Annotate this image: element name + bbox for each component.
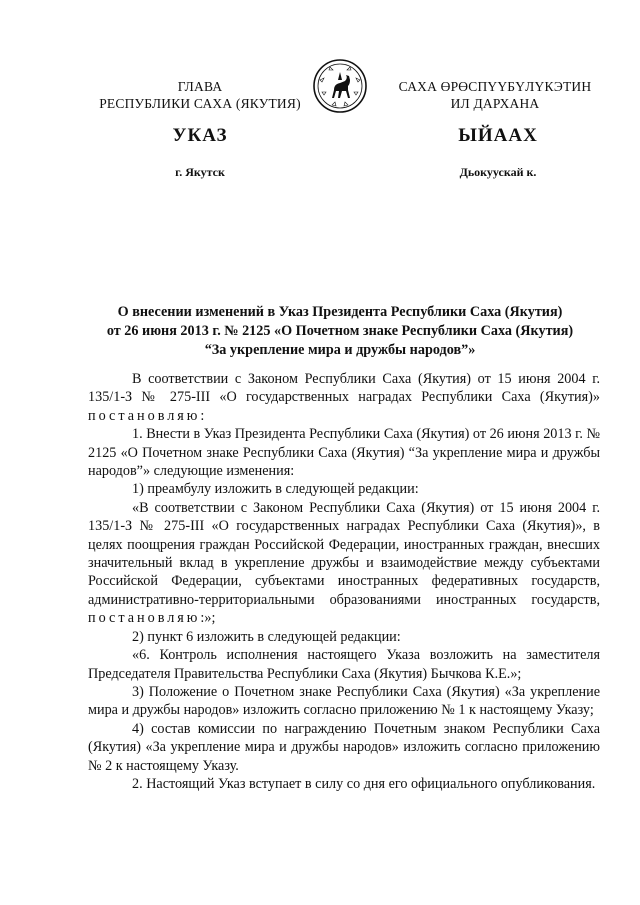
paragraph: 2) пункт 6 изложить в следующей редакции:	[132, 628, 401, 645]
title-line: “За укрепление мира и дружбы народов”»	[204, 342, 476, 358]
paragraph: «В соответствии с Законом Республики Саха (Якутия) от 15 июня 2004 г. 135/1-З № 275-III «О государственных наградах Республики Саха (Якутия)», в целях поощрения граждан Российской Федерации, иностранных граждан, внесших значительный вклад в укрепление дружбы и взаимодействие между субъектами Российской Федерации, субъектами иностранных федеративных государств, административно-территориальными образованиями иностранных государств, постановляю:»;	[88, 499, 600, 627]
decree-label-ru: УКАЗ	[172, 125, 228, 146]
header-right-title: САХА ӨРӨСПҮҮБҮЛҮКЭТИН	[398, 79, 592, 94]
document-body	[88, 370, 600, 793]
paragraph: 3) Положение о Почетном знаке Республики Саха (Якутия) «За укрепление мира и дружбы народов» изложить согласно приложению № 1 к настоящему Указу;	[88, 683, 600, 719]
header-right-subtitle: ИЛ ДАРХАНА	[450, 96, 540, 111]
paragraph: 2. Настоящий Указ вступает в силу со дня его официального опубликования.	[132, 775, 596, 792]
city-sakha: Дьокуускай к.	[459, 165, 537, 179]
header-left-title: ГЛАВА	[177, 79, 223, 94]
emphasis-spaced: постановляю	[88, 407, 201, 424]
sakha-republic-emblem-icon	[312, 58, 368, 114]
paragraph: 1) преамбулу изложить в следующей редакции:	[132, 481, 419, 498]
paragraph: 1. Внести в Указ Президента Республики Саха (Якутия) от 26 июня 2013 г. № 2125 «О Почетном знаке Республики Саха (Якутия) “За укрепление мира и дружбы народов”» следующие изменения:	[88, 426, 600, 480]
paragraph: В соответствии с Законом Республики Саха (Якутия) от 15 июня 2004 г. 135/1-З № 275-III «О государственных наградах Республики Саха (Якутия)» постановляю:	[88, 371, 600, 424]
header-left-block	[80, 78, 320, 112]
title-line: от 26 июня 2013 г. № 2125 «О Почетном знаке Республики Саха (Якутия)	[106, 323, 574, 339]
decree-label-sakha: ЫЙААХ	[458, 125, 538, 146]
paragraph: 4) состав комиссии по награждению Почетным знаком Республики Саха (Якутия) «За укрепление мира и дружбы народов» изложить согласно приложению № 2 к настоящему Указу.	[88, 720, 600, 774]
city-ru: г. Якутск	[175, 165, 225, 179]
emphasis-spaced: постановляю	[88, 610, 201, 627]
title-line: О внесении изменений в Указ Президента Республики Саха (Якутия)	[117, 304, 563, 320]
header-right-block	[375, 78, 615, 112]
document-title	[80, 303, 600, 360]
paragraph: «6. Контроль исполнения настоящего Указа возложить на заместителя Председателя Правительства Республики Саха (Якутия) Бычкова К.Е.»;	[88, 647, 600, 682]
header-left-subtitle: РЕСПУБЛИКИ САХА (ЯКУТИЯ)	[99, 96, 301, 111]
